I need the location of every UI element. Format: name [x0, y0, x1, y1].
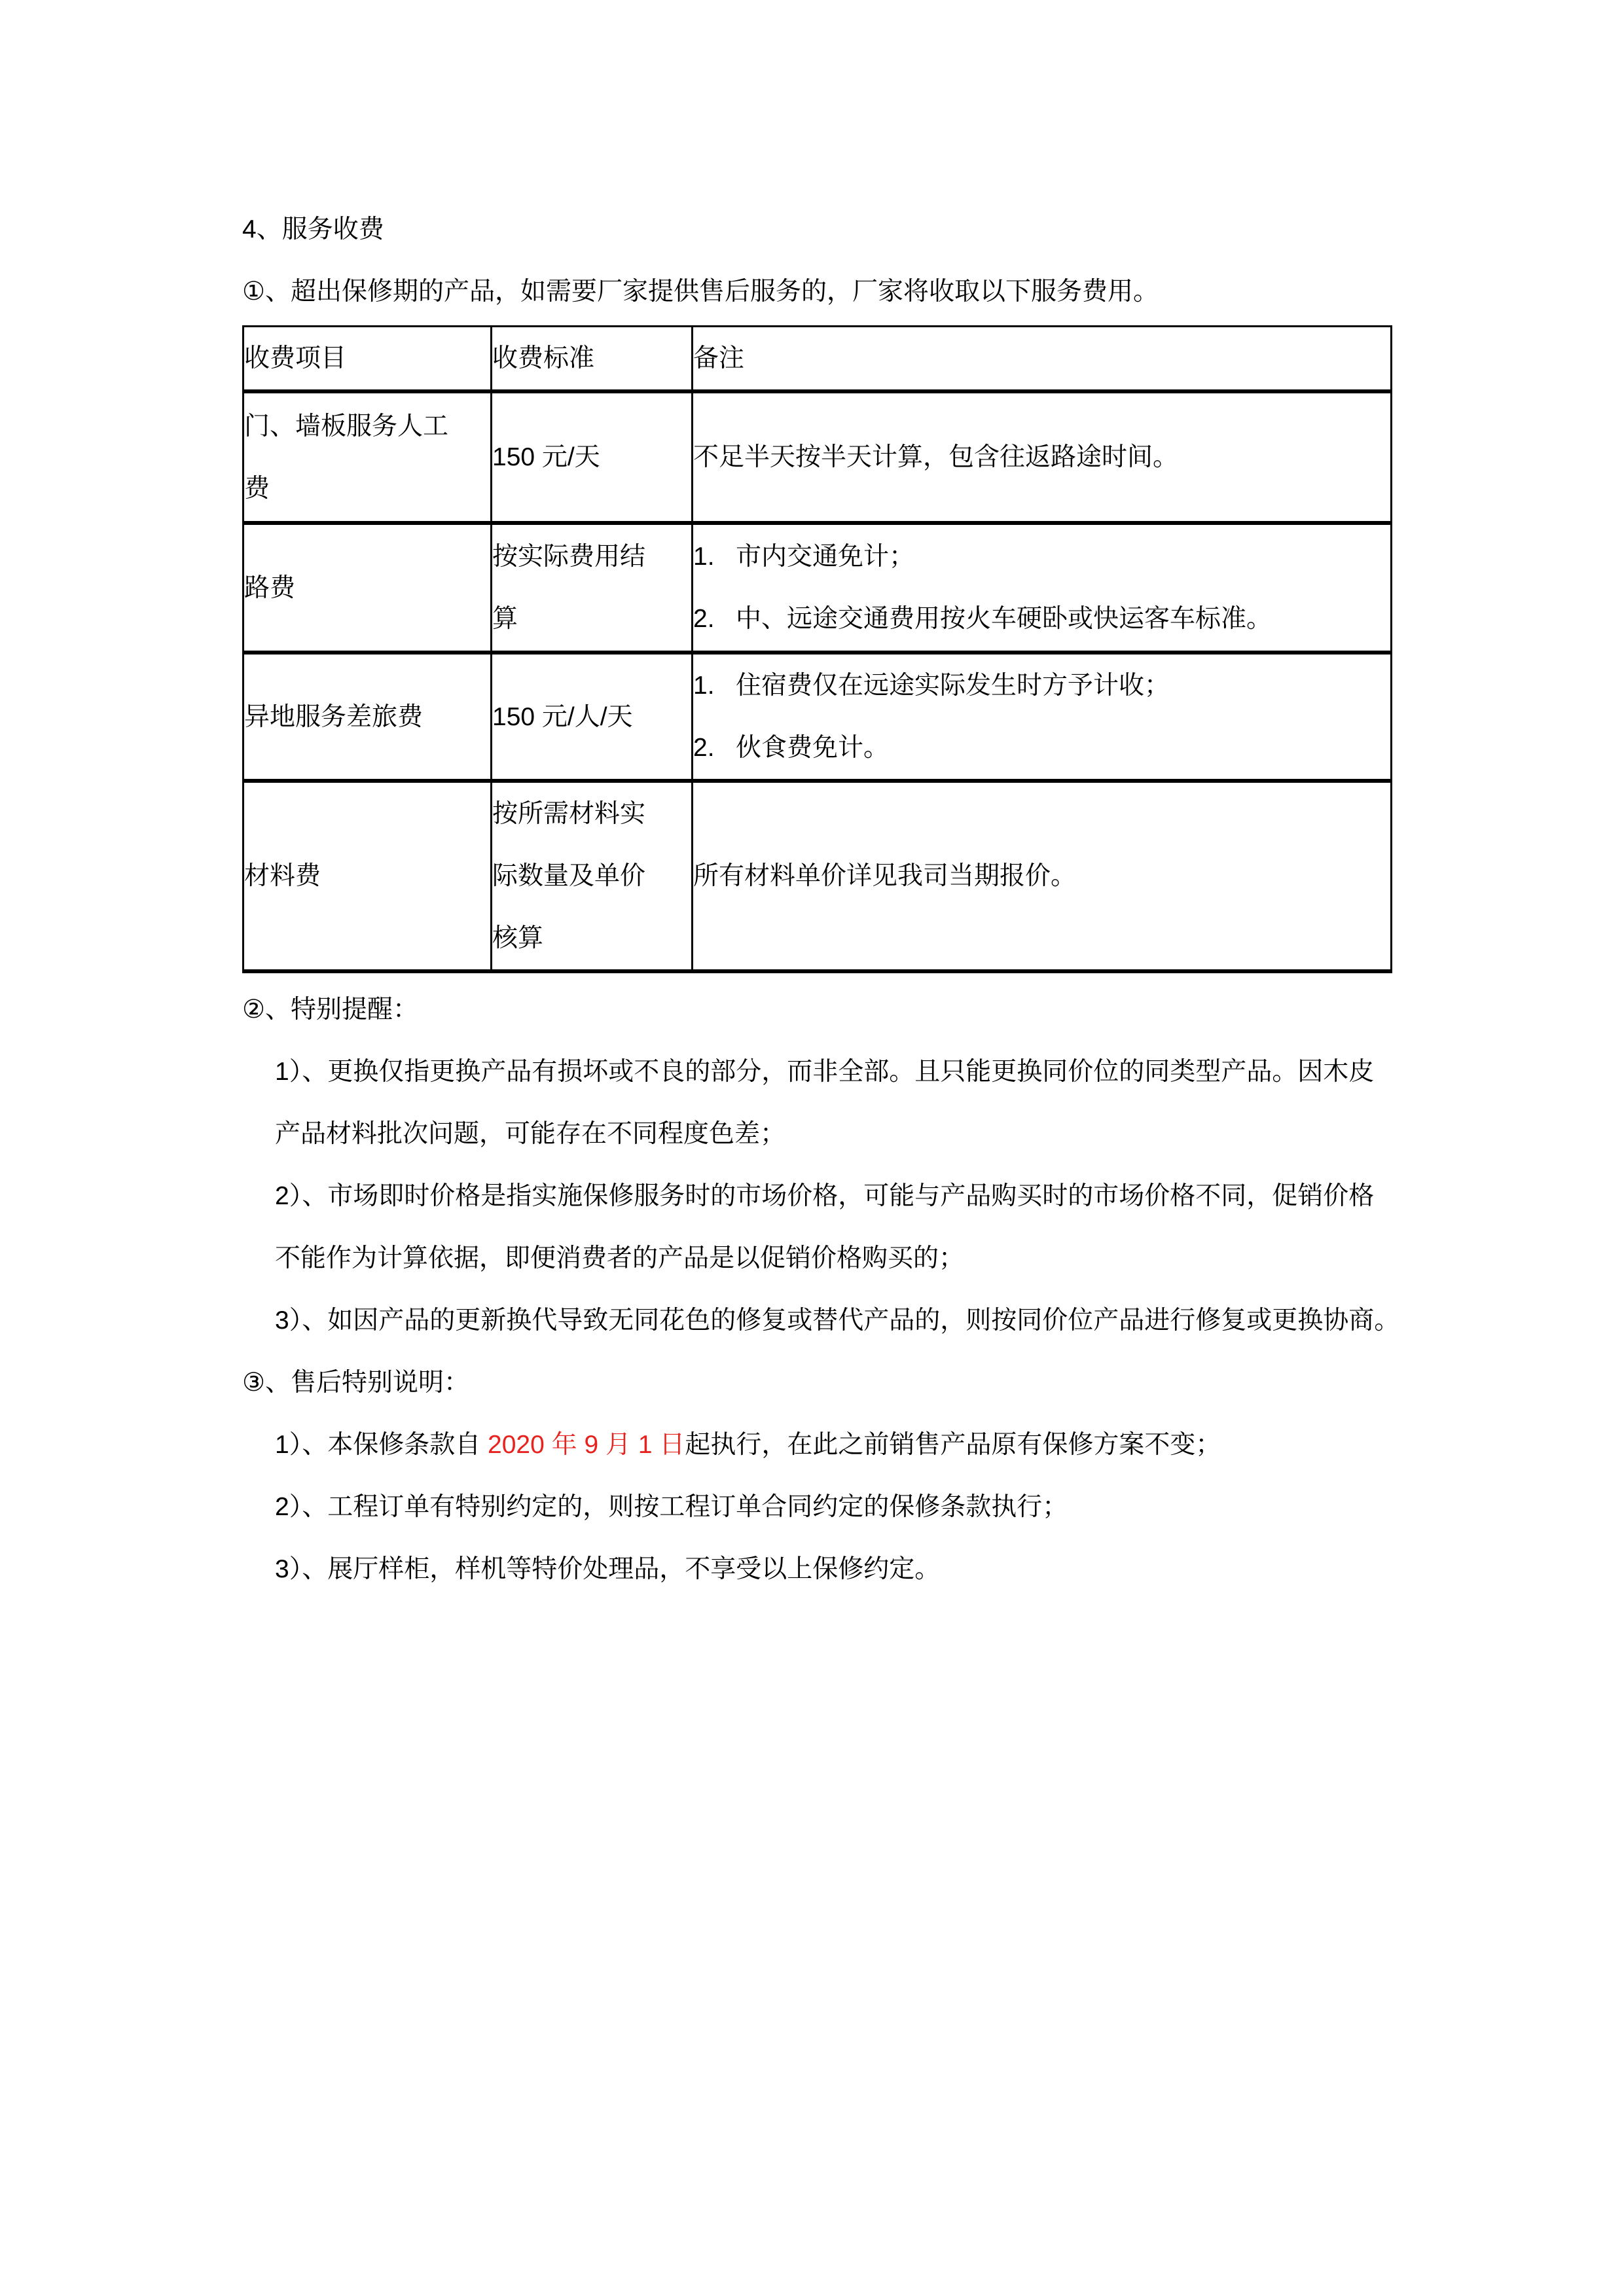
after-sale-item-3: 3）、展厅样柜，样机等特价处理品，不享受以上保修约定。: [275, 1555, 941, 1583]
after-sale-item-2: 2）、工程订单有特别约定的，则按工程订单合同约定的保修条款执行；: [275, 1493, 1068, 1521]
service-fee-table: [242, 325, 1392, 973]
cell-remark: 不足半天按半天计算，包含往返路途时间。: [693, 391, 1392, 523]
effective-date-highlight: 2020 年 9 月 1 日: [488, 1431, 685, 1459]
cell-item: 异地服务差旅费: [244, 653, 492, 781]
fee-row-material: [244, 781, 1392, 971]
notice-item-1-line-2: 产品材料批次问题，可能存在不同程度色差；: [275, 1120, 786, 1148]
notice-item-1-line-1: 1）、更换仅指更换产品有损坏或不良的部分，而非全部。且只能更换同价位的同类型产品。因木皮: [275, 1058, 1375, 1086]
cell-standard: 按所需材料实 际数量及单价 核算: [492, 781, 693, 971]
cell-remark: 1. 市内交通免计； 2. 中、远途交通费用按火车硬卧或快运客车标准。: [693, 523, 1392, 653]
cell-standard: 150 元/人/天: [492, 653, 693, 781]
table-header-row: [244, 327, 1392, 392]
fee-row-travel: [244, 653, 1392, 781]
after-sale-item-1-suffix: 起执行，在此之前销售产品原有保修方案不变；: [685, 1431, 1221, 1459]
after-sale-section: [242, 1352, 1394, 1600]
special-notice-section: [242, 978, 1400, 1352]
cell-item: 门、墙板服务人工 费: [244, 391, 492, 523]
cell-remark: 所有材料单价详见我司当期报价。: [693, 781, 1392, 971]
cell-item: 材料费: [244, 781, 492, 971]
cell-item: 路费: [244, 523, 492, 653]
notice-item-2-line-2: 不能作为计算依据，即便消费者的产品是以促销价格购买的；: [275, 1244, 965, 1272]
cell-standard: 按实际费用结 算: [492, 523, 693, 653]
notice-item-2-line-1: 2）、市场即时价格是指实施保修服务时的市场价格，可能与产品购买时的市场价格不同，促销价格: [275, 1182, 1375, 1210]
fee-row-road: [244, 523, 1392, 653]
col-header-remark: 备注: [693, 327, 1392, 392]
special-notice-title: ②、特别提醒：: [242, 996, 418, 1024]
after-sale-item-1-prefix: 1）、本保修条款自: [275, 1431, 488, 1459]
intro-paragraph: ①、超出保修期的产品，如需要厂家提供售后服务的，厂家将收取以下服务费用。: [242, 278, 1159, 306]
col-header-item: 收费项目: [244, 327, 492, 392]
fee-row-labor: [244, 391, 1392, 523]
section-heading: 4、服务收费: [242, 215, 384, 243]
notice-item-3: 3）、如因产品的更新换代导致无同花色的修复或替代产品的，则按同价位产品进行修复或更换协商。: [275, 1306, 1400, 1335]
col-header-standard: 收费标准: [492, 327, 693, 392]
document-content: [242, 198, 1400, 1600]
cell-standard: 150 元/天: [492, 391, 693, 523]
after-sale-title: ③、售后特别说明：: [242, 1369, 469, 1397]
after-sale-item-1: [242, 1414, 1394, 1476]
cell-remark: 1. 住宿费仅在远途实际发生时方予计收； 2. 伙食费免计。: [693, 653, 1392, 781]
